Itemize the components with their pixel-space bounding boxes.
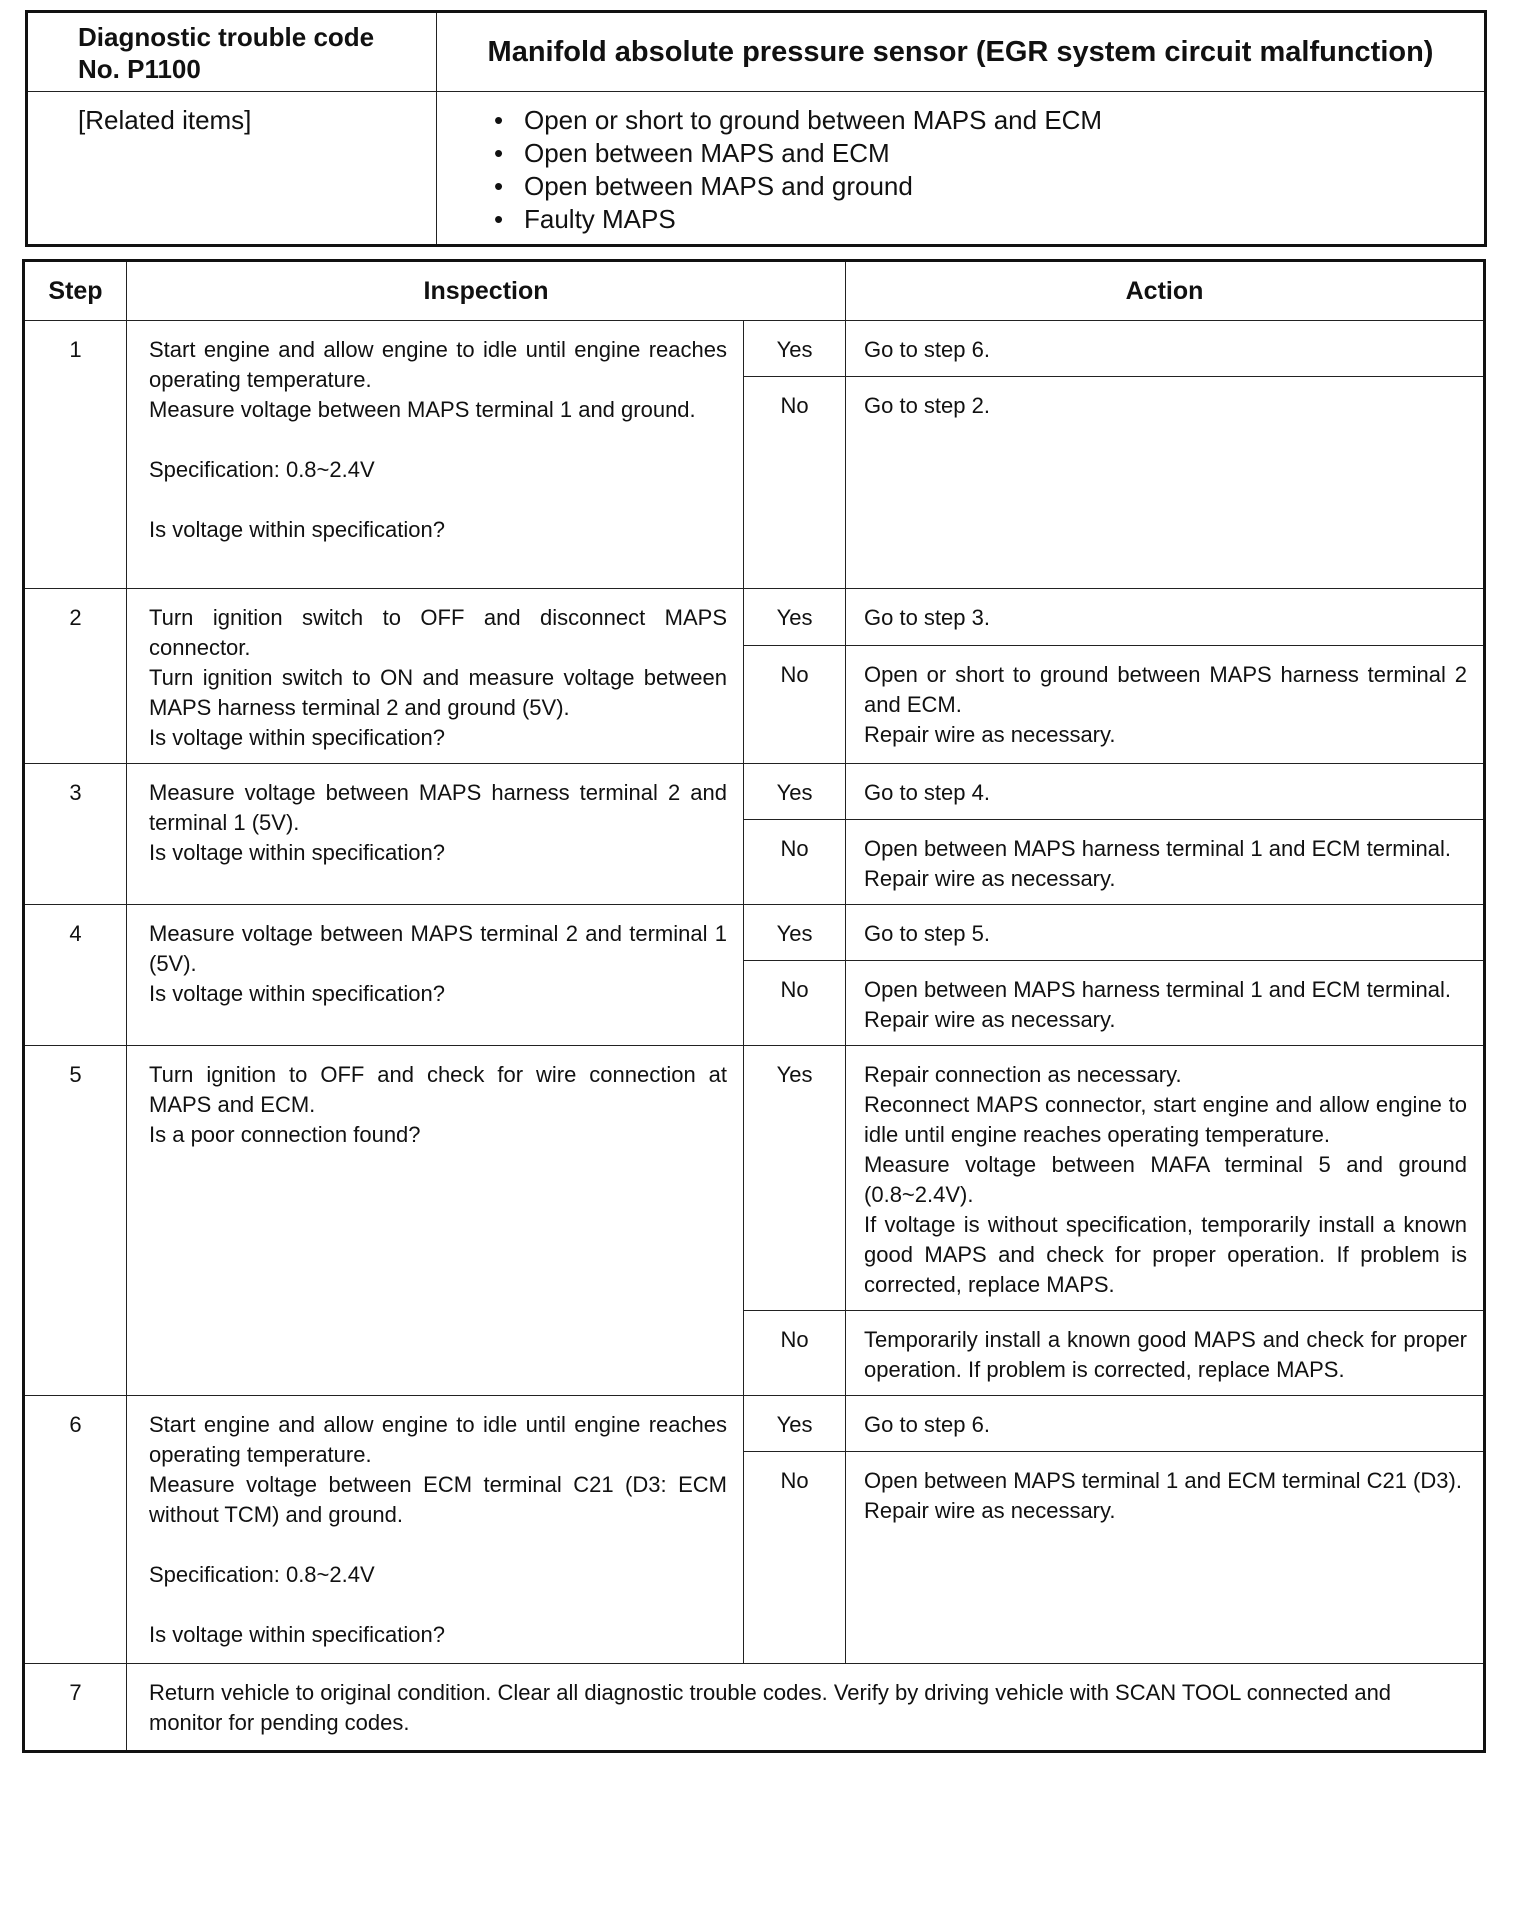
action-text: Repair wire as necessary. bbox=[864, 1498, 1116, 1523]
yes-label: Yes bbox=[744, 1396, 846, 1452]
table-row bbox=[24, 764, 1485, 820]
action-text: Go to step 6. bbox=[864, 337, 990, 362]
step-number: 5 bbox=[24, 1046, 127, 1396]
yes-label: Yes bbox=[744, 764, 846, 820]
related-items-cell bbox=[437, 92, 1486, 246]
related-item: • Open between MAPS and ECM bbox=[492, 137, 1474, 170]
step-column-header: Step bbox=[24, 261, 127, 321]
no-label: No bbox=[744, 1311, 846, 1396]
table-row bbox=[24, 321, 1485, 377]
no-action bbox=[846, 820, 1485, 905]
action-text: Open or short to ground between MAPS harness terminal 2 and ECM. bbox=[864, 662, 1467, 718]
final-step-text: Return vehicle to original condition. Clear all diagnostic trouble codes. Verify by driving vehicle with SCAN TOOL connected and monitor for pending codes. bbox=[127, 1664, 1485, 1752]
table-row bbox=[24, 589, 1485, 646]
question-text: Is voltage within specification? bbox=[149, 517, 445, 542]
no-action bbox=[846, 1452, 1485, 1664]
diagnostic-steps-table bbox=[22, 259, 1486, 1753]
question-text: Is a poor connection found? bbox=[149, 1122, 421, 1147]
inspection-text: Measure voltage between ECM terminal C21 (D3: ECM without TCM) and ground. bbox=[149, 1472, 727, 1527]
no-action bbox=[846, 1311, 1485, 1396]
yes-action bbox=[846, 589, 1485, 646]
inspection-text: Start engine and allow engine to idle until engine reaches operating temperature. bbox=[149, 337, 727, 392]
specification-text: Specification: 0.8~2.4V bbox=[149, 1562, 375, 1587]
action-text: Go to step 5. bbox=[864, 921, 990, 946]
yes-action bbox=[846, 1396, 1485, 1452]
no-label: No bbox=[744, 377, 846, 589]
step-number: 7 bbox=[24, 1664, 127, 1752]
table-row bbox=[24, 1396, 1485, 1452]
no-action bbox=[846, 377, 1485, 589]
action-text: Repair wire as necessary. bbox=[864, 866, 1116, 891]
inspection-cell bbox=[127, 1046, 744, 1396]
inspection-column-header: Inspection bbox=[127, 261, 846, 321]
related-items-list bbox=[492, 104, 1474, 236]
related-items-label: [Related items] bbox=[27, 92, 437, 246]
related-item: • Open between MAPS and ground bbox=[492, 170, 1474, 203]
inspection-cell bbox=[127, 1396, 744, 1664]
action-text: Go to step 6. bbox=[864, 1412, 990, 1437]
yes-action bbox=[846, 764, 1485, 820]
table-row bbox=[24, 905, 1485, 961]
table-row bbox=[24, 1046, 1485, 1311]
no-action bbox=[846, 646, 1485, 764]
step-number: 3 bbox=[24, 764, 127, 905]
action-text: Go to step 3. bbox=[864, 605, 990, 630]
step-number: 1 bbox=[24, 321, 127, 589]
action-text: Measure voltage between MAFA terminal 5 and ground (0.8~2.4V). bbox=[864, 1152, 1467, 1207]
dtc-title: Manifold absolute pressure sensor (EGR system circuit malfunction) bbox=[437, 12, 1486, 92]
related-item: • Open or short to ground between MAPS and ECM bbox=[492, 104, 1474, 137]
yes-label: Yes bbox=[744, 1046, 846, 1311]
inspection-text: Start engine and allow engine to idle until engine reaches operating temperature. bbox=[149, 1412, 727, 1467]
question-text: Is voltage within specification? bbox=[149, 1622, 445, 1647]
action-text: Temporarily install a known good MAPS and check for proper operation. If problem is corrected, replace MAPS. bbox=[864, 1327, 1467, 1382]
inspection-text: Measure voltage between MAPS harness terminal 2 and terminal 1 (5V). bbox=[149, 780, 727, 835]
related-item: • Faulty MAPS bbox=[492, 203, 1474, 236]
inspection-text: Measure voltage between MAPS terminal 1 and ground. bbox=[149, 397, 696, 422]
action-text: Open between MAPS harness terminal 1 and ECM terminal. bbox=[864, 977, 1451, 1002]
yes-action bbox=[846, 1046, 1485, 1311]
action-text: Go to step 4. bbox=[864, 780, 990, 805]
question-text: Is voltage within specification? bbox=[149, 840, 445, 865]
action-text: Open between MAPS harness terminal 1 and ECM terminal. bbox=[864, 836, 1451, 861]
inspection-cell bbox=[127, 321, 744, 589]
inspection-cell bbox=[127, 905, 744, 1046]
action-text: Repair connection as necessary. bbox=[864, 1062, 1182, 1087]
step-number: 4 bbox=[24, 905, 127, 1046]
no-label: No bbox=[744, 646, 846, 764]
question-text: Is voltage within specification? bbox=[149, 981, 445, 1006]
step-number: 2 bbox=[24, 589, 127, 764]
action-column-header: Action bbox=[846, 261, 1485, 321]
table-header-row bbox=[24, 261, 1485, 321]
yes-label: Yes bbox=[744, 321, 846, 377]
inspection-text: Turn ignition switch to ON and measure voltage between MAPS harness terminal 2 and ground (5V). bbox=[149, 665, 727, 720]
yes-action bbox=[846, 321, 1485, 377]
no-label: No bbox=[744, 1452, 846, 1664]
inspection-text: Turn ignition to OFF and check for wire connection at MAPS and ECM. bbox=[149, 1062, 727, 1117]
action-text: Go to step 2. bbox=[864, 393, 990, 418]
action-text: Repair wire as necessary. bbox=[864, 722, 1116, 748]
action-text: Repair wire as necessary. bbox=[864, 1007, 1116, 1032]
inspection-cell bbox=[127, 764, 744, 905]
no-label: No bbox=[744, 820, 846, 905]
dtc-header-table bbox=[25, 10, 1487, 247]
step-number: 6 bbox=[24, 1396, 127, 1664]
yes-action bbox=[846, 905, 1485, 961]
action-text: Reconnect MAPS connector, start engine and allow engine to idle until engine reaches operating temperature. bbox=[864, 1092, 1467, 1147]
action-text: If voltage is without specification, temporarily install a known good MAPS and check for proper operation. If problem is corrected, replace MAPS. bbox=[864, 1212, 1467, 1297]
table-row bbox=[24, 1664, 1485, 1752]
yes-label: Yes bbox=[744, 905, 846, 961]
inspection-text: Turn ignition switch to OFF and disconnect MAPS connector. bbox=[149, 605, 727, 660]
action-text: Open between MAPS terminal 1 and ECM terminal C21 (D3). bbox=[864, 1468, 1462, 1493]
question-text: Is voltage within specification? bbox=[149, 725, 445, 750]
no-action bbox=[846, 961, 1485, 1046]
inspection-cell bbox=[127, 589, 744, 764]
dtc-number: Diagnostic trouble code No. P1100 bbox=[27, 12, 437, 92]
inspection-text: Measure voltage between MAPS terminal 2 and terminal 1 (5V). bbox=[149, 921, 727, 976]
specification-text: Specification: 0.8~2.4V bbox=[149, 457, 375, 482]
yes-label: Yes bbox=[744, 589, 846, 646]
no-label: No bbox=[744, 961, 846, 1046]
